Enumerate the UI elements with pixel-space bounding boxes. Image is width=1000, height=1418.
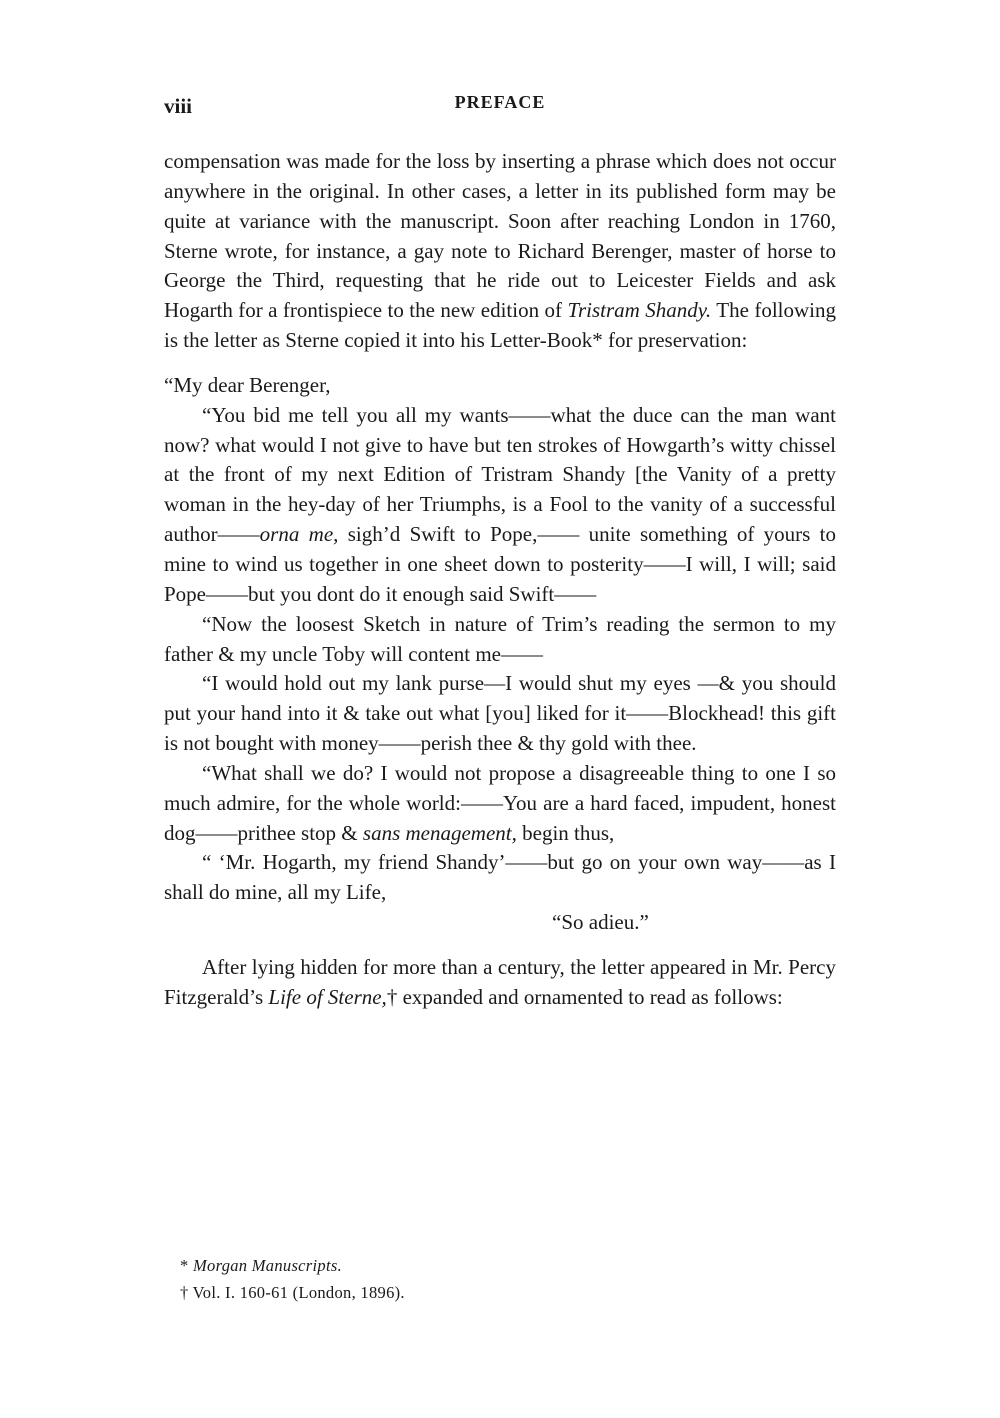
intro-paragraph: compensation was made for the loss by inserting a phrase which does not occur anywhere in the original. In other cases, a letter in its published form may be quite at variance with the manuscript. Soon after reaching London in 1760, Sterne wrote, for instance, a gay note to Richard Berenger, master of horse to George the Third, requesting that he ride out to Leicester Fields and ask Hogarth for a frontispiece to the new edition of Tristram Shandy. The following is the letter as Sterne copied it into his Letter-Book* for preservation:: [164, 149, 836, 353]
italic-phrase: orna me,: [259, 522, 339, 547]
letter-paragraph: “Now the loosest Sketch in nature of Trim’s reading the sermon to my father & my uncle Toby will content me——: [164, 611, 836, 666]
letter-paragraph: “What shall we do? I would not propose a disagreeable thing to one I so much admire, for the whole world:——You are a hard faced, impudent, honest dog——prithee stop & sans menagement, begin thus,: [164, 760, 836, 845]
letter-paragraph: “ ‘Mr. Hogarth, my friend Shandy’——but go on your own way——as I shall do mine, all my Life,: [164, 850, 836, 905]
italic-phrase: sans menagement,: [362, 820, 517, 845]
letter-salutation: “My dear Berenger,: [164, 372, 331, 397]
footnote: † Vol. I. 160-61 (London, 1896).: [180, 1283, 405, 1302]
letter-paragraph: “I would hold out my lank purse—I would shut my eyes —& you should put your hand into it & take out what [you] liked for it——Blockhead! this gift is not bought with money——perish thee & thy gold with thee.: [164, 671, 836, 756]
body-text: [164, 147, 836, 1013]
letter-signoff: “So adieu.”: [552, 910, 649, 935]
paragraph-gap: [164, 356, 836, 371]
italic-title-tristram-shandy: Tristram Shandy.: [567, 298, 712, 323]
page-number: viii: [164, 94, 193, 118]
footnote: * Morgan Manuscripts.: [180, 1256, 342, 1275]
paragraph-gap: [164, 938, 836, 953]
running-head: [164, 92, 836, 122]
footnotes: [180, 1252, 820, 1306]
letter-paragraph: “You bid me tell you all my wants——what the duce can the man want now? what would I not give to have but ten strokes of Howgarth’s witty chissel at the front of my next Edition of Tristram Shandy [the Vanity of a pretty woman in the hey-day of her Triumphs, is a Fool to the vanity of a successful author——orna me, sigh’d Swift to Pope,—— unite something of yours to mine to wind us together in one sheet down to posterity——I will, I will; said Pope——but you dont do it enough said Swift——: [164, 402, 836, 606]
running-title: PREFACE: [454, 92, 546, 112]
italic-title-life-of-sterne: Life of Sterne,: [268, 984, 387, 1009]
closing-paragraph: After lying hidden for more than a century, the letter appeared in Mr. Percy Fitzgerald’s Life of Sterne,† expanded and ornamented to read as follows:: [164, 954, 836, 1009]
